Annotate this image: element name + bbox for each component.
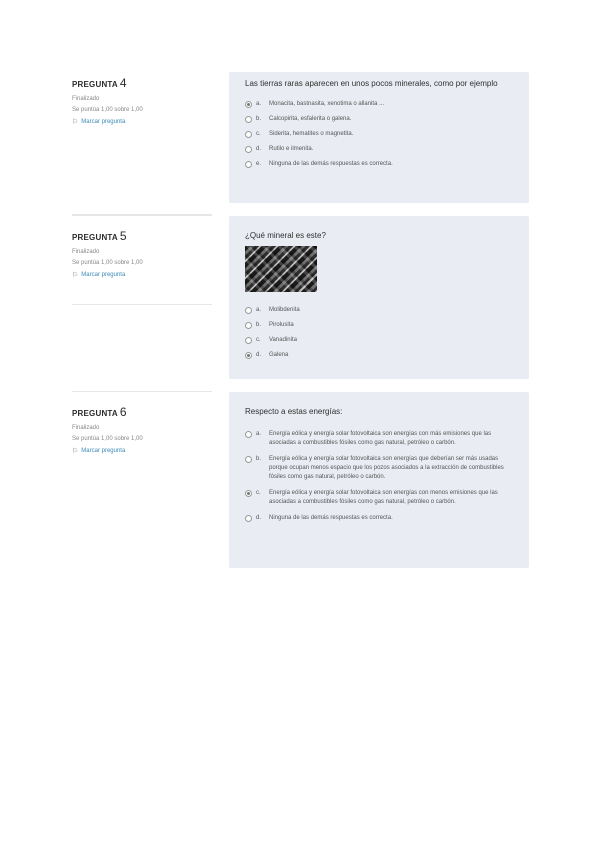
radio-button[interactable] xyxy=(245,116,252,123)
question-text: ¿Qué mineral es este? xyxy=(245,231,326,240)
answer-option[interactable]: b. Pirolusita xyxy=(245,321,513,329)
answer-option[interactable]: b. Energía eólica y energía solar fotovoltaica son energías que deberían ser más usadas porque ocupan menos espacio que los pozos asociados a la extracción de combustibles fósiles como gas natural, petróleo o carbón. xyxy=(245,455,513,482)
radio-button[interactable] xyxy=(245,431,252,438)
radio-button[interactable] xyxy=(245,515,252,522)
question-box-5 xyxy=(229,216,529,379)
answer-option[interactable]: a. Energía eólica y energía solar fotovoltaica son energías con más emisiones que las asociadas a combustibles fósiles como gas natural, petróleo o carbón. xyxy=(245,430,513,448)
question-number: PREGUNTA 6 xyxy=(72,405,127,419)
radio-button[interactable] xyxy=(245,456,252,463)
question-state: Finalizado xyxy=(72,96,100,102)
answer-option[interactable]: b. Calcopirita, esfalerita o galena. xyxy=(245,115,513,123)
answer-option[interactable]: a. Molibdenita xyxy=(245,306,513,314)
question-info-6 xyxy=(72,405,212,455)
answer-option[interactable]: d. Ninguna de las demás respuestas es correcta. xyxy=(245,514,513,523)
answer-option[interactable]: e. Ninguna de las demás respuestas es correcta. xyxy=(245,160,513,168)
radio-button[interactable] xyxy=(245,490,252,497)
answer-option[interactable]: a. Monacita, bastnasita, xenotima o allanita ... xyxy=(245,100,513,108)
radio-button[interactable] xyxy=(245,337,252,344)
answer-option[interactable]: c. Siderita, hematites o magnetita. xyxy=(245,130,513,138)
flag-icon: ⚐ xyxy=(72,272,79,279)
question-text: Respecto a estas energías: xyxy=(245,407,343,416)
answer-option[interactable]: d. Rutilo e ilmenita. xyxy=(245,145,513,153)
flag-question-link[interactable]: ⚐ Marcar pregunta xyxy=(72,448,126,455)
question-info-5 xyxy=(72,229,212,279)
question-box-6 xyxy=(229,392,529,568)
answer-option[interactable]: c. Vanadinita xyxy=(245,336,513,344)
radio-button[interactable] xyxy=(245,131,252,138)
answer-option[interactable]: d. Galena xyxy=(245,351,513,359)
divider xyxy=(72,391,212,392)
answer-list xyxy=(245,430,513,523)
question-number: PREGUNTA 4 xyxy=(72,76,127,90)
question-grade: Se puntúa 1,00 sobre 1,00 xyxy=(72,260,143,266)
question-state: Finalizado xyxy=(72,249,100,255)
radio-button[interactable] xyxy=(245,146,252,153)
radio-button[interactable] xyxy=(245,101,252,108)
divider xyxy=(72,215,212,216)
flag-question-link[interactable]: ⚐ Marcar pregunta xyxy=(72,119,126,126)
question-grade: Se puntúa 1,00 sobre 1,00 xyxy=(72,107,143,113)
answer-list xyxy=(245,100,513,168)
radio-button[interactable] xyxy=(245,307,252,314)
answer-option[interactable]: c. Energía eólica y energía solar fotovoltaica son energías con menos emisiones que las asociadas a combustibles fósiles como gas natural, petróleo o carbón. xyxy=(245,489,513,507)
radio-button[interactable] xyxy=(245,352,252,359)
question-number: PREGUNTA 5 xyxy=(72,229,127,243)
flag-icon: ⚐ xyxy=(72,448,79,455)
divider xyxy=(72,304,212,305)
answer-list xyxy=(245,306,513,359)
question-state: Finalizado xyxy=(72,425,100,431)
radio-button[interactable] xyxy=(245,161,252,168)
flag-question-link[interactable]: ⚐ Marcar pregunta xyxy=(72,272,126,279)
radio-button[interactable] xyxy=(245,322,252,329)
question-box-4 xyxy=(229,72,529,203)
flag-icon: ⚐ xyxy=(72,119,79,126)
mineral-photo xyxy=(245,246,317,292)
question-grade: Se puntúa 1,00 sobre 1,00 xyxy=(72,436,143,442)
question-text: Las tierras raras aparecen en unos pocos minerales, como por ejemplo xyxy=(245,79,498,88)
question-info-4 xyxy=(72,76,212,126)
